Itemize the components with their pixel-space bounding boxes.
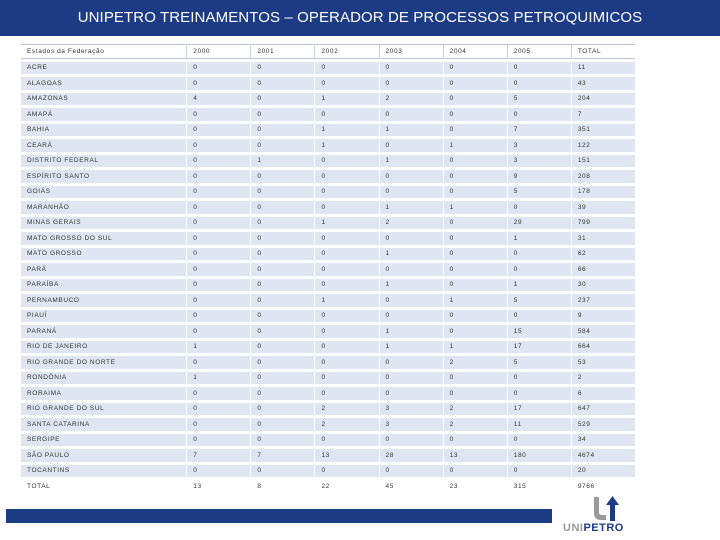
value-cell: 0 [507, 310, 571, 323]
state-name-cell: TOCANTINS [21, 465, 186, 478]
value-cell: 0 [186, 356, 250, 369]
value-cell: 0 [250, 403, 314, 416]
value-cell: 0 [186, 465, 250, 478]
value-cell: 0 [443, 387, 507, 400]
value-cell: 0 [314, 201, 378, 214]
table-row [21, 387, 635, 400]
value-cell: 0 [443, 217, 507, 230]
total-cell: 23 [443, 480, 507, 493]
total-cell: 22 [314, 480, 378, 493]
total-cell: 45 [379, 480, 443, 493]
value-cell: 0 [314, 155, 378, 168]
value-cell: 0 [443, 62, 507, 75]
value-cell: 1 [379, 155, 443, 168]
value-cell: 0 [250, 310, 314, 323]
state-name-cell: MARANHÃO [21, 201, 186, 214]
value-cell: 7 [186, 449, 250, 462]
value-cell: 0 [443, 248, 507, 261]
value-cell: 0 [314, 62, 378, 75]
value-cell: 0 [186, 139, 250, 152]
value-cell: 0 [250, 325, 314, 338]
value-cell: 30 [571, 279, 635, 292]
value-cell: 0 [250, 279, 314, 292]
value-cell: 0 [186, 310, 250, 323]
value-cell: 0 [314, 248, 378, 261]
logo-text-uni: UNI [563, 522, 584, 534]
value-cell: 0 [314, 310, 378, 323]
value-cell: 1 [379, 341, 443, 354]
value-cell: 5 [507, 186, 571, 199]
total-cell: 315 [507, 480, 571, 493]
value-cell: 0 [314, 434, 378, 447]
column-header-total: TOTAL [571, 44, 635, 59]
value-cell: 0 [250, 356, 314, 369]
value-cell: 799 [571, 217, 635, 230]
value-cell: 0 [379, 62, 443, 75]
value-cell: 647 [571, 403, 635, 416]
value-cell: 1 [379, 124, 443, 137]
value-cell: 0 [379, 77, 443, 90]
value-cell: 0 [250, 294, 314, 307]
value-cell: 151 [571, 155, 635, 168]
column-header-2003: 2003 [379, 44, 443, 59]
value-cell: 5 [507, 294, 571, 307]
value-cell: 0 [379, 232, 443, 245]
value-cell: 15 [507, 325, 571, 338]
value-cell: 0 [379, 434, 443, 447]
value-cell: 0 [250, 232, 314, 245]
state-name-cell: ACRE [21, 62, 186, 75]
table-row [21, 372, 635, 385]
value-cell: 0 [186, 232, 250, 245]
value-cell: 2 [443, 418, 507, 431]
value-cell: 39 [571, 201, 635, 214]
value-cell: 0 [507, 77, 571, 90]
value-cell: 1 [443, 201, 507, 214]
table-row [21, 465, 635, 478]
logo-text-petro: PETRO [583, 522, 624, 534]
value-cell: 4674 [571, 449, 635, 462]
value-cell: 5 [507, 93, 571, 106]
value-cell: 3 [507, 139, 571, 152]
value-cell: 0 [379, 170, 443, 183]
value-cell: 0 [186, 77, 250, 90]
value-cell: 0 [443, 155, 507, 168]
value-cell: 0 [314, 387, 378, 400]
value-cell: 0 [186, 418, 250, 431]
value-cell: 13 [314, 449, 378, 462]
table-row [21, 310, 635, 323]
value-cell: 0 [186, 263, 250, 276]
state-name-cell: MINAS GERAIS [21, 217, 186, 230]
value-cell: 0 [250, 248, 314, 261]
state-name-cell: ESPÍRITO SANTO [21, 170, 186, 183]
value-cell: 0 [443, 325, 507, 338]
value-cell: 7 [507, 124, 571, 137]
value-cell: 1 [507, 279, 571, 292]
state-name-cell: RIO DE JANEIRO [21, 341, 186, 354]
value-cell: 0 [443, 232, 507, 245]
table-row [21, 217, 635, 230]
value-cell: 122 [571, 139, 635, 152]
value-cell: 0 [186, 403, 250, 416]
value-cell: 0 [250, 341, 314, 354]
table-row [21, 403, 635, 416]
state-name-cell: RONDÔNIA [21, 372, 186, 385]
value-cell: 1 [379, 248, 443, 261]
value-cell: 0 [250, 77, 314, 90]
state-name-cell: MATO GROSSO [21, 248, 186, 261]
value-cell: 2 [314, 418, 378, 431]
value-cell: 0 [314, 279, 378, 292]
state-name-cell: GOIÁS [21, 186, 186, 199]
value-cell: 0 [379, 263, 443, 276]
table-total-row [21, 480, 635, 493]
state-name-cell: AMAPÁ [21, 108, 186, 121]
value-cell: 0 [314, 341, 378, 354]
table-row [21, 341, 635, 354]
state-name-cell: PERNAMBUCO [21, 294, 186, 307]
value-cell: 0 [379, 356, 443, 369]
total-cell: 9766 [571, 480, 635, 493]
value-cell: 1 [443, 294, 507, 307]
value-cell: 0 [250, 139, 314, 152]
value-cell: 0 [443, 124, 507, 137]
value-cell: 0 [443, 186, 507, 199]
column-header-2005: 2005 [507, 44, 571, 59]
value-cell: 7 [571, 108, 635, 121]
value-cell: 11 [507, 418, 571, 431]
state-name-cell: PARANÁ [21, 325, 186, 338]
state-name-cell: RIO GRANDE DO SUL [21, 403, 186, 416]
value-cell: 0 [379, 294, 443, 307]
value-cell: 53 [571, 356, 635, 369]
value-cell: 208 [571, 170, 635, 183]
value-cell: 584 [571, 325, 635, 338]
value-cell: 9 [507, 170, 571, 183]
total-label: TOTAL [21, 480, 186, 493]
value-cell: 178 [571, 186, 635, 199]
title-bar [0, 0, 720, 36]
value-cell: 0 [443, 434, 507, 447]
table-row [21, 325, 635, 338]
value-cell: 0 [314, 372, 378, 385]
value-cell: 664 [571, 341, 635, 354]
value-cell: 0 [250, 217, 314, 230]
table-row [21, 155, 635, 168]
value-cell: 0 [250, 93, 314, 106]
column-header-2000: 2000 [186, 44, 250, 59]
value-cell: 17 [507, 403, 571, 416]
state-name-cell: DISTRITO FEDERAL [21, 155, 186, 168]
column-header-2004: 2004 [443, 44, 507, 59]
value-cell: 0 [507, 465, 571, 478]
value-cell: 0 [250, 170, 314, 183]
value-cell: 0 [507, 201, 571, 214]
value-cell: 0 [186, 279, 250, 292]
value-cell: 0 [250, 62, 314, 75]
value-cell: 0 [314, 465, 378, 478]
value-cell: 1 [186, 341, 250, 354]
value-cell: 0 [507, 372, 571, 385]
value-cell: 0 [379, 108, 443, 121]
table-row [21, 186, 635, 199]
value-cell: 1 [186, 372, 250, 385]
value-cell: 0 [314, 108, 378, 121]
value-cell: 2 [443, 403, 507, 416]
state-name-cell: PARAÍBA [21, 279, 186, 292]
value-cell: 0 [314, 232, 378, 245]
value-cell: 0 [186, 325, 250, 338]
table-header-row [21, 44, 635, 59]
column-header-2002: 2002 [314, 44, 378, 59]
value-cell: 0 [507, 108, 571, 121]
state-name-cell: SANTA CATARINA [21, 418, 186, 431]
value-cell: 43 [571, 77, 635, 90]
value-cell: 1 [507, 232, 571, 245]
state-name-cell: PIAUÍ [21, 310, 186, 323]
value-cell: 0 [379, 372, 443, 385]
value-cell: 0 [186, 387, 250, 400]
value-cell: 34 [571, 434, 635, 447]
value-cell: 11 [571, 62, 635, 75]
value-cell: 529 [571, 418, 635, 431]
value-cell: 17 [507, 341, 571, 354]
value-cell: 1 [379, 325, 443, 338]
value-cell: 0 [507, 434, 571, 447]
value-cell: 2 [571, 372, 635, 385]
value-cell: 0 [379, 387, 443, 400]
value-cell: 0 [507, 248, 571, 261]
state-name-cell: SERGIPE [21, 434, 186, 447]
value-cell: 0 [186, 108, 250, 121]
value-cell: 1 [314, 139, 378, 152]
value-cell: 0 [186, 124, 250, 137]
table-body [21, 62, 635, 478]
value-cell: 0 [186, 62, 250, 75]
value-cell: 1 [314, 217, 378, 230]
state-name-cell: MATO GROSSO DO SUL [21, 232, 186, 245]
value-cell: 7 [250, 449, 314, 462]
table-row [21, 139, 635, 152]
value-cell: 13 [443, 449, 507, 462]
table-row [21, 124, 635, 137]
state-name-cell: CEARÁ [21, 139, 186, 152]
state-name-cell: PARÁ [21, 263, 186, 276]
value-cell: 0 [443, 279, 507, 292]
value-cell: 180 [507, 449, 571, 462]
value-cell: 3 [379, 418, 443, 431]
table-row [21, 356, 635, 369]
value-cell: 0 [314, 170, 378, 183]
value-cell: 0 [443, 372, 507, 385]
value-cell: 1 [314, 294, 378, 307]
state-name-cell: RORAIMA [21, 387, 186, 400]
value-cell: 0 [443, 170, 507, 183]
value-cell: 20 [571, 465, 635, 478]
value-cell: 2 [443, 356, 507, 369]
table-row [21, 108, 635, 121]
value-cell: 0 [186, 434, 250, 447]
value-cell: 9 [571, 310, 635, 323]
value-cell: 66 [571, 263, 635, 276]
value-cell: 1 [443, 341, 507, 354]
value-cell: 2 [314, 403, 378, 416]
value-cell: 1 [250, 155, 314, 168]
value-cell: 0 [443, 93, 507, 106]
value-cell: 0 [443, 263, 507, 276]
page-title: UNIPETRO TREINAMENTOS – OPERADOR DE PROCESSOS PETROQUIMICOS [77, 9, 643, 26]
value-cell: 237 [571, 294, 635, 307]
value-cell: 0 [443, 465, 507, 478]
value-cell: 0 [314, 77, 378, 90]
value-cell: 0 [250, 418, 314, 431]
table-row [21, 279, 635, 292]
value-cell: 0 [379, 139, 443, 152]
footer-bar [6, 509, 552, 523]
column-header-state: Estados da Federação [21, 44, 186, 59]
logo-text [563, 522, 624, 534]
state-name-cell: RIO GRANDE DO NORTE [21, 356, 186, 369]
table-row [21, 232, 635, 245]
state-name-cell: BAHIA [21, 124, 186, 137]
value-cell: 0 [250, 387, 314, 400]
column-header-2001: 2001 [250, 44, 314, 59]
value-cell: 351 [571, 124, 635, 137]
value-cell: 0 [379, 310, 443, 323]
total-cell: 13 [186, 480, 250, 493]
value-cell: 0 [250, 186, 314, 199]
value-cell: 0 [314, 263, 378, 276]
value-cell: 0 [507, 62, 571, 75]
states-table [21, 41, 635, 496]
table-row [21, 201, 635, 214]
value-cell: 29 [507, 217, 571, 230]
table-row [21, 170, 635, 183]
value-cell: 0 [250, 108, 314, 121]
value-cell: 2 [379, 93, 443, 106]
value-cell: 5 [507, 356, 571, 369]
value-cell: 204 [571, 93, 635, 106]
value-cell: 1 [379, 279, 443, 292]
value-cell: 3 [507, 155, 571, 168]
table-row [21, 294, 635, 307]
value-cell: 31 [571, 232, 635, 245]
value-cell: 0 [250, 434, 314, 447]
value-cell: 0 [186, 217, 250, 230]
table-row [21, 77, 635, 90]
value-cell: 0 [250, 372, 314, 385]
value-cell: 0 [250, 201, 314, 214]
value-cell: 0 [186, 155, 250, 168]
total-cell: 8 [250, 480, 314, 493]
value-cell: 0 [186, 248, 250, 261]
value-cell: 0 [507, 387, 571, 400]
value-cell: 1 [379, 201, 443, 214]
value-cell: 1 [443, 139, 507, 152]
table-row [21, 434, 635, 447]
table-row [21, 62, 635, 75]
table-row [21, 449, 635, 462]
value-cell: 0 [250, 465, 314, 478]
value-cell: 4 [186, 93, 250, 106]
value-cell: 1 [314, 93, 378, 106]
table-row [21, 418, 635, 431]
value-cell: 6 [571, 387, 635, 400]
value-cell: 0 [379, 465, 443, 478]
table-row [21, 263, 635, 276]
state-name-cell: AMAZONAS [21, 93, 186, 106]
value-cell: 0 [186, 170, 250, 183]
value-cell: 0 [443, 310, 507, 323]
value-cell: 0 [443, 108, 507, 121]
value-cell: 0 [186, 201, 250, 214]
value-cell: 0 [314, 356, 378, 369]
value-cell: 62 [571, 248, 635, 261]
value-cell: 3 [379, 403, 443, 416]
value-cell: 0 [186, 186, 250, 199]
value-cell: 0 [186, 294, 250, 307]
value-cell: 0 [314, 186, 378, 199]
value-cell: 0 [314, 325, 378, 338]
value-cell: 2 [379, 217, 443, 230]
value-cell: 0 [250, 263, 314, 276]
state-name-cell: ALAGOAS [21, 77, 186, 90]
table-row [21, 93, 635, 106]
value-cell: 0 [379, 186, 443, 199]
value-cell: 0 [443, 77, 507, 90]
value-cell: 0 [250, 124, 314, 137]
table-row [21, 248, 635, 261]
value-cell: 0 [507, 263, 571, 276]
state-name-cell: SÃO PAULO [21, 449, 186, 462]
value-cell: 1 [314, 124, 378, 137]
value-cell: 28 [379, 449, 443, 462]
